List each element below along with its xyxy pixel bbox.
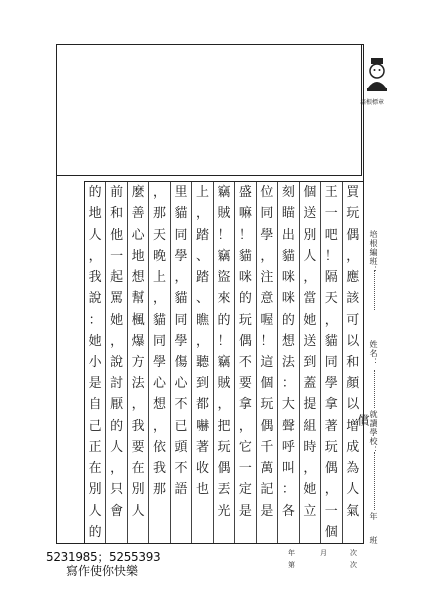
essay-column — [85, 182, 105, 543]
class-title-label: 培根編班： — [369, 230, 378, 275]
essay-cell: ， — [303, 270, 317, 286]
essay-cell: 各 — [281, 503, 295, 519]
essay-cell: 法 — [131, 376, 145, 392]
essay-cell: 貓 — [153, 312, 167, 328]
essay-cell: ， — [324, 312, 338, 328]
essay-cell: 偶 — [217, 461, 231, 477]
essay-column — [234, 182, 255, 543]
essay-cell: 把 — [217, 418, 231, 434]
day-label: 次 — [350, 549, 357, 557]
essay-cell: 咪 — [238, 270, 252, 286]
essay-cell: 立 — [303, 503, 317, 519]
essay-cell — [300, 522, 320, 543]
essay-cell: 為 — [346, 461, 360, 477]
essay-cell: 和 — [346, 354, 360, 370]
essay-cell: 刻 — [281, 185, 295, 201]
essay-cell: 出 — [281, 227, 295, 243]
essay-cell: 善 — [131, 206, 145, 222]
essay-cell — [192, 501, 212, 522]
essay-cell: 個 — [303, 185, 317, 201]
name-line — [374, 370, 375, 408]
essay-cell: 同 — [324, 354, 338, 370]
essay-cell: 的 — [88, 524, 102, 540]
footer-slogan: 寫作使你快樂 — [66, 564, 139, 578]
essay-cell: 方 — [131, 354, 145, 370]
essay-cell: 蓋 — [303, 376, 317, 392]
essay-cell — [171, 522, 191, 543]
month-label: 月 — [320, 549, 327, 557]
essay-cell: 的 — [238, 291, 252, 307]
essay-cell: 千 — [260, 439, 274, 455]
essay-cell: 人 — [88, 227, 102, 243]
essay-cell: 注 — [260, 270, 274, 286]
essay-column — [256, 182, 277, 543]
essay-cell: 意 — [260, 291, 274, 307]
essay-cell: 當 — [303, 291, 317, 307]
essay-cell: 顏 — [346, 376, 360, 392]
essay-cell: 那 — [153, 482, 167, 498]
essay-cell: 會 — [110, 503, 124, 519]
essay-cell: ， — [195, 206, 209, 222]
essay-cell: ！ — [217, 333, 231, 349]
essay-cell: 送 — [303, 333, 317, 349]
essay-cell: ， — [346, 248, 360, 264]
essay-column — [342, 182, 363, 543]
essay-cell: 買 — [346, 185, 360, 201]
essay-cell: 一 — [110, 248, 124, 264]
essay-cell: 他 — [110, 227, 124, 243]
essay-cell: ！ — [260, 333, 274, 349]
essay-cell: 同 — [174, 227, 188, 243]
essay-cell: 學 — [174, 333, 188, 349]
essay-cell: 偶 — [260, 418, 274, 434]
essay-cell: ！ — [217, 227, 231, 243]
essay-cell: 同 — [153, 333, 167, 349]
essay-cell: ， — [217, 397, 231, 413]
essay-cell: 萬 — [260, 461, 274, 477]
essay-cell: 賊 — [217, 376, 231, 392]
essay-column — [213, 182, 234, 543]
essay-cell: 晚 — [153, 248, 167, 264]
essay-cell: 增 — [346, 418, 360, 434]
essay-cell: 喔 — [260, 312, 274, 328]
essay-cell: 記 — [260, 482, 274, 498]
essay-cell: 地 — [88, 206, 102, 222]
essay-cell: 是 — [238, 503, 252, 519]
essay-cell: 貓 — [238, 248, 252, 264]
essay-cell: 人 — [303, 248, 317, 264]
essay-cell: 心 — [131, 227, 145, 243]
essay-cell: 位 — [260, 185, 274, 201]
essay-cell: 我 — [131, 418, 145, 434]
essay-cell: ： — [281, 482, 295, 498]
essay-cell: 不 — [174, 397, 188, 413]
essay-cell: 麼 — [131, 185, 145, 201]
teacher-comment-box — [56, 44, 362, 176]
manuscript-grid — [84, 181, 364, 544]
essay-cell — [149, 501, 169, 522]
essay-column — [299, 182, 320, 543]
essay-cell: 依 — [153, 439, 167, 455]
essay-cell: ， — [153, 291, 167, 307]
essay-cell: 學 — [153, 354, 167, 370]
essay-cell: 玩 — [346, 206, 360, 222]
essay-cell: ， — [153, 185, 167, 201]
essay-cell: 語 — [174, 482, 188, 498]
essay-cell: 盜 — [217, 270, 231, 286]
essay-cell: 嚇 — [195, 418, 209, 434]
essay-cell: 法 — [281, 354, 295, 370]
essay-cell: 來 — [217, 291, 231, 307]
essay-cell: 竊 — [217, 185, 231, 201]
essay-cell: 她 — [303, 312, 317, 328]
essay-cell: 個 — [324, 524, 338, 540]
essay-cell: 個 — [260, 376, 274, 392]
essay-cell: 咪 — [281, 291, 295, 307]
essay-cell: 討 — [110, 376, 124, 392]
essay-cell: 貓 — [174, 291, 188, 307]
essay-cell — [257, 522, 277, 543]
essay-cell: 學 — [324, 376, 338, 392]
essay-cell: 前 — [110, 185, 124, 201]
class-label: 班 — [369, 536, 378, 545]
essay-cell: 在 — [88, 461, 102, 477]
school-line — [374, 452, 375, 510]
essay-cell: 里 — [174, 185, 188, 201]
essay-cell: 人 — [346, 482, 360, 498]
essay-cell: 貓 — [281, 248, 295, 264]
essay-cell: ， — [153, 418, 167, 434]
essay-cell — [171, 501, 191, 522]
essay-cell: ， — [174, 270, 188, 286]
essay-cell: 我 — [153, 461, 167, 477]
essay-cell: 貓 — [324, 333, 338, 349]
essay-cell: 她 — [110, 312, 124, 328]
essay-cell: 玩 — [260, 397, 274, 413]
essay-column — [127, 182, 148, 543]
essay-cell: 一 — [324, 206, 338, 222]
essay-cell: 提 — [303, 397, 317, 413]
handwritten-name: 償 — [356, 414, 370, 427]
year-label: 年 — [288, 549, 295, 557]
essay-cell: 想 — [281, 333, 295, 349]
essay-cell: 到 — [195, 376, 209, 392]
essay-cell: 上 — [153, 270, 167, 286]
essay-cell: 貓 — [174, 206, 188, 222]
essay-cell: 它 — [238, 439, 252, 455]
essay-cell: 正 — [88, 439, 102, 455]
grade-label: 年 — [369, 512, 378, 521]
essay-cell — [343, 522, 363, 543]
essay-cell: 、 — [195, 291, 209, 307]
essay-column — [105, 182, 126, 543]
class-title-line — [374, 270, 375, 310]
essay-cell: 天 — [153, 227, 167, 243]
essay-cell: 上 — [195, 185, 209, 201]
essay-cell: ， — [238, 418, 252, 434]
essay-cell: 吧 — [324, 227, 338, 243]
essay-cell: 說 — [110, 354, 124, 370]
essay-cell — [192, 522, 212, 543]
essay-cell: 和 — [110, 206, 124, 222]
essay-cell: 小 — [88, 354, 102, 370]
essay-cell: 罵 — [110, 291, 124, 307]
essay-column — [277, 182, 298, 543]
essay-cell: 的 — [217, 312, 231, 328]
essay-cell: 也 — [195, 482, 209, 498]
essay-cell: 是 — [88, 376, 102, 392]
essay-cell: 別 — [88, 482, 102, 498]
essay-cell — [214, 522, 234, 543]
essay-cell: 人 — [131, 503, 145, 519]
essay-cell: 瞄 — [281, 206, 295, 222]
essay-cell: ： — [281, 376, 295, 392]
essay-cell: 踏 — [195, 270, 209, 286]
essay-cell: 不 — [174, 461, 188, 477]
essay-cell: ， — [303, 461, 317, 477]
essay-cell: 竊 — [217, 248, 231, 264]
number-label: 第 — [288, 561, 295, 569]
essay-cell: 她 — [88, 333, 102, 349]
essay-cell: ， — [324, 482, 338, 498]
essay-cell: 聽 — [195, 354, 209, 370]
essay-cell: 光 — [217, 503, 231, 519]
essay-cell: 呼 — [281, 439, 295, 455]
essay-cell: 一 — [238, 461, 252, 477]
essay-cell: 盛 — [238, 185, 252, 201]
essay-cell: 別 — [303, 227, 317, 243]
essay-cell: 爆 — [131, 333, 145, 349]
essay-cell: 不 — [238, 354, 252, 370]
essay-cell: 玩 — [238, 312, 252, 328]
essay-cell — [106, 522, 126, 543]
essay-cell: 定 — [238, 482, 252, 498]
essay-cell: 到 — [303, 354, 317, 370]
essay-cell: 想 — [131, 270, 145, 286]
essay-cell: 那 — [153, 206, 167, 222]
essay-cell: ！ — [238, 227, 252, 243]
essay-cell: 以 — [346, 397, 360, 413]
essay-cell: 都 — [195, 397, 209, 413]
logo-caption: 培根標章 — [360, 99, 385, 106]
essay-cell: 起 — [110, 270, 124, 286]
essay-cell: ： — [88, 312, 102, 328]
essay-cell: 同 — [174, 312, 188, 328]
essay-cell: 人 — [88, 503, 102, 519]
essay-cell — [278, 522, 298, 543]
essay-cell: 拿 — [238, 397, 252, 413]
essay-cell: 成 — [346, 439, 360, 455]
essay-cell: 人 — [110, 439, 124, 455]
essay-cell: 天 — [324, 291, 338, 307]
essay-cell: 叫 — [281, 461, 295, 477]
essay-cell — [149, 522, 169, 543]
essay-cell: ， — [110, 461, 124, 477]
essay-cell: 己 — [88, 418, 102, 434]
essay-cell: 嘛 — [238, 206, 252, 222]
essay-cell: 丟 — [217, 482, 231, 498]
essay-cell: 大 — [281, 397, 295, 413]
essay-cell: 、 — [195, 248, 209, 264]
essay-cell: 著 — [195, 439, 209, 455]
essay-cell: 地 — [131, 248, 145, 264]
essay-cell: 頭 — [174, 439, 188, 455]
essay-cell: 厭 — [110, 397, 124, 413]
name-label: 姓名： — [369, 340, 378, 367]
essay-cell: 別 — [131, 482, 145, 498]
essay-cell: ， — [260, 248, 274, 264]
essay-cell: 王 — [324, 185, 338, 201]
essay-cell: 一 — [324, 503, 338, 519]
essay-cell: 說 — [88, 291, 102, 307]
essay-cell: 的 — [88, 185, 102, 201]
essay-cell: 幫 — [131, 291, 145, 307]
essay-column — [148, 182, 169, 543]
essay-cell: 偶 — [238, 333, 252, 349]
essay-cell: 偶 — [346, 227, 360, 243]
essay-cell: 踏 — [195, 227, 209, 243]
essay-cell: 著 — [324, 418, 338, 434]
essay-cell: 瞧 — [195, 312, 209, 328]
essay-column — [320, 182, 341, 543]
essay-cell: 在 — [131, 461, 145, 477]
essay-cell: 要 — [238, 376, 252, 392]
essay-cell: 可 — [346, 312, 360, 328]
essay-cell: 自 — [88, 397, 102, 413]
essay-cell: ， — [131, 397, 145, 413]
essay-cell: 隔 — [324, 270, 338, 286]
footer-phone-numbers: 5231985；5255393 — [46, 550, 161, 564]
essay-column — [191, 182, 212, 543]
essay-cell: 拿 — [324, 397, 338, 413]
essay-cell — [128, 522, 148, 543]
times-label: 次 — [350, 561, 357, 569]
essay-cell: 心 — [174, 376, 188, 392]
essay-cell: 她 — [303, 482, 317, 498]
essay-cell: 應 — [346, 270, 360, 286]
essay-cell: ， — [195, 333, 209, 349]
essay-cell: 以 — [346, 333, 360, 349]
school-label: 就讀學校： — [369, 410, 378, 455]
essay-cell: 該 — [346, 291, 360, 307]
essay-cell: 這 — [260, 354, 274, 370]
essay-column — [170, 182, 191, 543]
essay-cell: 聲 — [281, 418, 295, 434]
essay-cell: 氣 — [346, 503, 360, 519]
essay-cell: 組 — [303, 418, 317, 434]
essay-cell: ， — [88, 248, 102, 264]
essay-cell: 賊 — [217, 206, 231, 222]
essay-cell: 玩 — [324, 439, 338, 455]
essay-cell: ， — [110, 333, 124, 349]
essay-cell: 我 — [88, 270, 102, 286]
essay-cell: 偶 — [324, 461, 338, 477]
essay-cell: 送 — [303, 206, 317, 222]
essay-cell: 只 — [110, 482, 124, 498]
mascot-logo-icon — [364, 54, 390, 94]
essay-cell: 已 — [174, 418, 188, 434]
essay-cell: 咪 — [281, 270, 295, 286]
essay-cell: ！ — [324, 248, 338, 264]
essay-cell: 時 — [303, 439, 317, 455]
essay-cell: 心 — [153, 376, 167, 392]
essay-cell: 學 — [260, 227, 274, 243]
essay-cell: 玩 — [217, 439, 231, 455]
essay-cell: 收 — [195, 461, 209, 477]
essay-cell: 同 — [260, 206, 274, 222]
essay-cell: 學 — [174, 248, 188, 264]
essay-cell — [235, 522, 255, 543]
essay-cell: 要 — [131, 439, 145, 455]
essay-cell: 傷 — [174, 354, 188, 370]
essay-cell: 是 — [260, 503, 274, 519]
essay-cell: 的 — [281, 312, 295, 328]
essay-cell: 想 — [153, 397, 167, 413]
essay-cell: 竊 — [217, 354, 231, 370]
essay-cell: 的 — [110, 418, 124, 434]
essay-cell: 楓 — [131, 312, 145, 328]
